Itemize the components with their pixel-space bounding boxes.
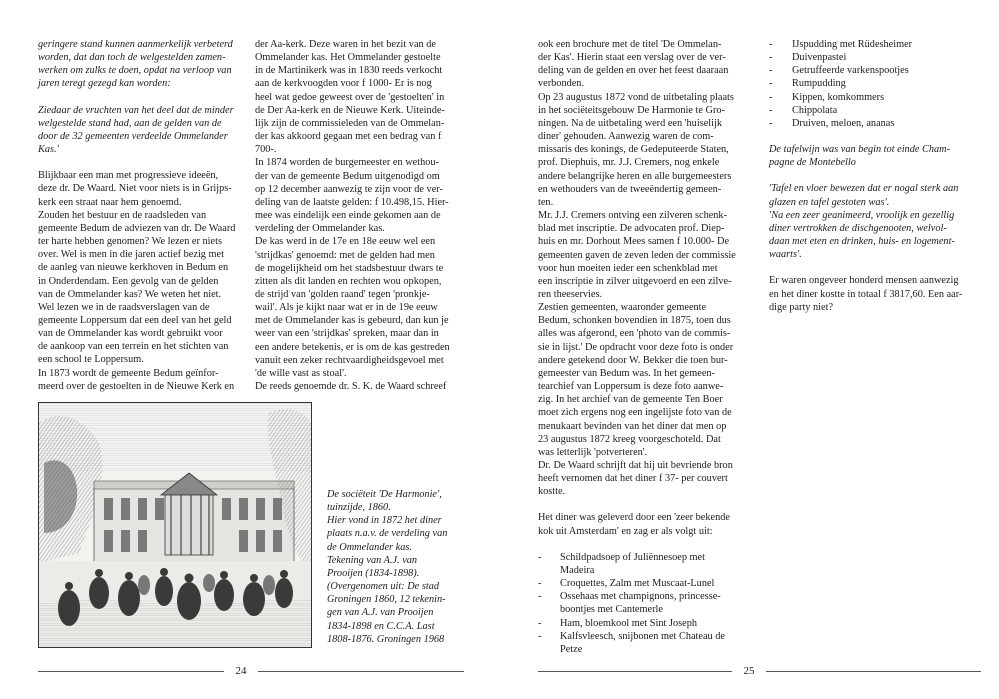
footer-rule	[38, 671, 224, 672]
text-line: plaats n.a.v. de verdeling van	[327, 528, 448, 540]
text-line: werken om zulks te doen, opdat na verloop van	[38, 65, 232, 77]
menu-item	[769, 51, 981, 64]
text-line: 'Na een zeer geanimeerd, vroolijk en gezellig	[769, 209, 955, 221]
text-line: daan met eten en drinken, huis- en logement-	[769, 236, 955, 248]
text-line: Tekening van A.J. van	[327, 554, 418, 566]
list-dash: -	[769, 65, 773, 77]
menu-item-label: Kippen, komkommers	[792, 91, 885, 103]
right-page	[499, 0, 999, 699]
text-line: de mogelijkheid om het stadsbestuur dwars te	[255, 262, 444, 274]
text-line: gemeente Bedum de adviezen van dr. De Waard	[38, 222, 236, 234]
harmonie-illustration	[38, 402, 312, 648]
text-line: gen van A.J. van Prooijen	[327, 607, 434, 619]
text-line: was letterlijk 'potverteren'.	[538, 446, 648, 458]
text-line: zig. In het archief van de gemeente Ten Boer	[538, 394, 723, 406]
text-line: de aanleg van nieuwe kerkhoven in Bedum en	[38, 262, 229, 274]
body-text	[255, 38, 462, 393]
text-line: de aankoop van een terrein en het stichten van	[38, 341, 229, 353]
text-line: gemeenten gaven de zeven leden der commissie	[538, 249, 736, 261]
text-line: Ziedaar de vruchten van het deel dat de minder	[38, 104, 234, 116]
menu-item-label: Chippolata	[792, 104, 838, 116]
text-line: van de Ommelander kas? We weten het niet.	[38, 288, 222, 300]
text-line: gemeester van Bedum was. In het gemeen-	[538, 367, 715, 379]
text-line: Zestien gemeenten, waaronder gemeente	[538, 302, 707, 314]
footer-rule	[538, 671, 732, 672]
text-line: 700-.	[255, 144, 277, 156]
text-line: heel wat gedoe geweest over de 'gestoelten' in	[255, 91, 445, 103]
text-line: pagne de Montebello	[769, 157, 856, 169]
menu-item	[769, 91, 981, 104]
text-line: menukaart bevinden van het diner dat men op	[538, 420, 727, 432]
text-line: blad met inscriptie. De advocaten prof. Diep-	[538, 223, 725, 235]
text-line: meerd over de gestoelten in de Nieuwe Kerk en	[38, 380, 235, 392]
text-line: 'Tafel en vloer bewezen dat er nogal sterk aan	[769, 183, 959, 195]
list-dash: -	[769, 91, 773, 103]
text-line: van de Ommelander kas wordt gebruikt voor	[38, 328, 223, 340]
text-line: der Kas'. Hierin staat een verslag over de ver-	[538, 52, 726, 64]
menu-item-line: Petze	[560, 643, 583, 655]
right-column-1	[538, 38, 745, 656]
menu-item-label: IJspudding met Rüdesheimer	[792, 39, 913, 50]
text-line: 1834-1898 en C.C.A. Last	[327, 620, 435, 632]
text-line: en wethouders van de tweeëndertig gemeen-	[538, 183, 722, 195]
text-line: dige party niet?	[769, 301, 834, 313]
text-line: glazen en tafel gestoten was'.	[769, 196, 890, 208]
text-line: sie in lijst.' De opdracht voor deze foto is onder	[538, 341, 734, 353]
text-line: 23 augustus 1872 kreeg voorgeschoteld. Dat	[538, 433, 721, 445]
text-line: Het diner was geleverd door een 'zeer bekende	[538, 512, 730, 524]
menu-list-continued	[769, 38, 981, 130]
text-line: heeft vernomen dat het diner f 37- per couvert	[538, 473, 728, 485]
text-line: Bedum, schonken bovendien in 1875, toen dus	[538, 315, 731, 327]
text-line: Groningen 1860, 12 tekenin-	[327, 594, 446, 606]
left-column-2	[255, 38, 462, 393]
menu-item-line: Croquettes, Zalm met Muscaat-Lunel	[560, 578, 715, 590]
list-dash: -	[538, 578, 542, 590]
menu-item	[769, 38, 981, 51]
text-line: een andere betekenis, er is om de kas gestreden	[255, 341, 450, 353]
menu-item-label: Druiven, meloen, ananas	[792, 117, 895, 129]
text-line: kerk een straat naar hem genoemd.	[38, 196, 182, 208]
text-line: diner vertrokken de dischgenooten, welvol-	[769, 222, 947, 234]
menu-item	[538, 590, 745, 616]
page-number: 24	[235, 665, 247, 677]
list-dash: -	[769, 39, 773, 50]
right-column-2	[769, 38, 981, 314]
text-line: Ommelander kas. Het Ommelander gestoelte	[255, 52, 441, 64]
text-line: Wel lezen we in de raadsverslagen van de	[38, 301, 210, 313]
text-line: Er waren ongeveer honderd mensen aanwezig	[769, 275, 959, 287]
body-text	[538, 38, 745, 498]
text-line: De tafelwijn was van begin tot einde Cham-	[769, 144, 951, 156]
page-footer	[0, 665, 499, 677]
text-line: een school te Loppersum.	[38, 354, 144, 366]
wine-note	[769, 143, 981, 169]
menu-item-line: Ham, bloemkool met Sint Joseph	[560, 617, 697, 629]
text-line: verbonden.	[538, 78, 585, 90]
text-line: alles was afgerond, een 'photo van de commis-	[538, 328, 731, 340]
list-dash: -	[769, 104, 773, 116]
quote-excerpt-1	[38, 38, 245, 91]
menu-item-line: Schildpadsoep of Juliënnesoep met	[560, 551, 705, 563]
quote-excerpt-2	[38, 104, 245, 157]
menu-item-line: Madeira	[560, 564, 595, 576]
list-dash: -	[538, 551, 542, 563]
menu-item	[769, 117, 981, 130]
menu-item-line: boontjes met Cantemerle	[560, 604, 663, 616]
text-line: der van de gemeente Bedum uitgenodigd om	[255, 170, 440, 182]
menu-intro	[538, 511, 745, 537]
list-dash: -	[538, 591, 542, 603]
text-line: door de 32 gemeenten verdeelde Ommelander	[38, 130, 228, 142]
text-line: De sociëteit 'De Harmonie',	[327, 489, 442, 500]
menu-item-line: Kalfsvleesch, snijbonen met Chateau de	[560, 630, 725, 642]
text-line: Zouden het bestuur en de raadsleden van	[38, 209, 207, 221]
text-line: 'de wille vast as stoal'.	[255, 367, 347, 379]
text-line: lijk zijn de commissieleden van de Ommelan-	[255, 117, 445, 129]
text-line: Hier vond in 1872 het diner	[327, 515, 442, 527]
text-line: deze dr. De Waard. Niet voor niets is in Grijps-	[38, 183, 232, 195]
text-line: verdeling der Ommelander kas.	[255, 223, 385, 235]
list-dash: -	[769, 78, 773, 90]
text-line: ook een brochure met de titel 'De Ommelan-	[538, 39, 722, 50]
text-line: ningen. Na de uitbetaling werd een 'huiselijk	[538, 117, 723, 129]
text-line: voor hun moeiten ieder een schenkblad met	[538, 262, 718, 274]
text-line: en het diner kostte in totaal f 3817,60. Een aar-	[769, 288, 963, 300]
text-line: zitten als dit landen en rechten wou opkopen,	[255, 275, 442, 287]
text-line: ter harte hebben genomen? We lezen er niets	[38, 236, 222, 248]
text-line: Blijkbaar een man met progressieve ideeën,	[38, 170, 219, 182]
menu-list	[538, 551, 745, 656]
engraving-image	[39, 403, 312, 648]
text-line: over. Wel is men in die jaren actief bezig met	[38, 249, 224, 261]
left-page	[0, 0, 499, 699]
list-dash: -	[769, 52, 773, 64]
text-line: moet zich ergens nog een ingelijste foto van de	[538, 407, 732, 419]
text-line: ren theeservies.	[538, 288, 603, 300]
text-line: De reeds genoemde dr. S. K. de Waard schreef	[255, 381, 447, 393]
text-line: geringere stand kunnen aanmerkelijk verbeterd	[38, 39, 233, 50]
text-line: de Der Aa-kerk en de Nieuwe Kerk. Uiteinde-	[255, 104, 445, 116]
text-line: waarts'.	[769, 249, 802, 261]
text-line: met de Ommelander kas is gebeurd, dan kun je	[255, 315, 449, 327]
menu-item	[538, 577, 745, 590]
text-line: Dr. De Waard schrijft dat hij uit bevriende bron	[538, 460, 733, 471]
body-text	[769, 274, 981, 313]
text-line: In 1874 worden de burgemeester en wethou-	[255, 157, 439, 169]
text-line: in de Martinikerk was in 1830 reeds verkocht	[255, 65, 443, 77]
text-line: ten.	[538, 196, 554, 208]
text-line: andere belangrijke heren en alle burgemeesters	[538, 170, 732, 182]
footer-rule	[766, 671, 981, 672]
text-line: 'strijdkas' genoemd: met de gelden had men	[255, 249, 435, 261]
menu-item-label: Rumpudding	[792, 78, 846, 90]
page-footer	[499, 665, 999, 677]
text-line: diner' gehouden. Aanwezig waren de com-	[538, 131, 714, 143]
text-line: (Overgenomen uit: De stad	[327, 581, 439, 593]
text-line: andere getekend door W. Bekker die toen bur-	[538, 354, 728, 366]
text-line: gemeente Loppersum dat een deel van het geld	[38, 314, 232, 326]
text-line: der kas akkoord gegaan met een bedrag van f	[255, 131, 442, 143]
text-line: Prooijen (1834-1898).	[327, 567, 420, 579]
text-line: 1808-1876. Groningen 1968	[327, 633, 445, 645]
text-line: tearchief van Loppersum is deze foto aanwe-	[538, 381, 724, 393]
text-line: vanuit een zeker rechtvaardigheidsgevoel met	[255, 354, 444, 366]
text-line: deling van de gelden en over het feest daaraan	[538, 65, 729, 77]
text-line: in het sociëteitsgebouw De Harmonie te Gro-	[538, 104, 726, 116]
illustration-caption	[327, 488, 461, 646]
text-line: prof. Diephuis, mr. J.J. Cremers, nog enkele	[538, 157, 720, 169]
text-line: een inscriptie in zilver uitgevoerd en een zilve-	[538, 275, 732, 287]
footer-rule	[258, 671, 464, 672]
menu-item	[538, 617, 745, 630]
menu-item	[538, 630, 745, 656]
text-line: tuinzijde, 1860.	[327, 502, 391, 514]
text-line: aan de kerkvoogden voor f 1000- Er is nog	[255, 78, 432, 90]
left-column-1	[38, 38, 245, 393]
text-line: weer van een 'strijdkas' spreken, maar dan in	[255, 328, 439, 340]
dinner-quote	[769, 182, 981, 261]
text-line: De kas werd in de 17e en 18e eeuw wel een	[255, 236, 436, 248]
list-dash: -	[538, 630, 542, 642]
text-line: mee was eindelijk een einde gekomen aan de	[255, 210, 441, 222]
text-line: op 12 december aanwezig te zijn voor de ver-	[255, 183, 443, 195]
text-line: de Ommelander kas.	[327, 541, 412, 553]
menu-item-label: Duivenpastei	[792, 52, 847, 64]
text-line: in Onderdendam. Een gevolg van de gelden	[38, 275, 219, 287]
text-line: Op 23 augustus 1872 vond de uitbetaling plaats	[538, 91, 734, 103]
list-dash: -	[538, 617, 542, 629]
text-line: jaren teregt gezegd kan worden:	[38, 78, 171, 90]
text-line: Mr. J.J. Cremers ontving een zilveren schenk-	[538, 210, 728, 222]
menu-item	[769, 64, 981, 77]
text-line: missaris des konings, de Gedeputeerde Staten,	[538, 144, 729, 156]
menu-item-line: Ossehaas met champignons, princesse-	[560, 591, 721, 603]
text-line: der Aa-kerk. Deze waren in het bezit van de	[255, 39, 436, 50]
text-line: kok uit Amsterdam' en zag er als volgt uit:	[538, 525, 713, 537]
text-line: kostte.	[538, 486, 566, 498]
menu-item	[769, 104, 981, 117]
page-number: 25	[743, 665, 755, 677]
text-line: worden, dat dan toch de welgestelden zamen-	[38, 52, 226, 64]
menu-item-label: Getruffeerde varkenspootjes	[792, 65, 909, 77]
text-line: welgestelde stand had, aan de gelden van de	[38, 117, 222, 129]
text-line: In 1873 wordt de gemeente Bedum geïnfor-	[38, 367, 219, 379]
menu-item	[769, 77, 981, 90]
text-line: Kas.'	[38, 144, 59, 156]
text-line: huis en mr. Dorhout Mees samen f 10.000- De	[538, 236, 730, 248]
text-line: wail'. Als je kijkt naar wat er in de 19e eeuw	[255, 302, 438, 314]
menu-item	[538, 551, 745, 577]
body-text	[38, 169, 245, 393]
list-dash: -	[769, 117, 773, 129]
text-line: de strijd van 'golden raand' tegen 'pronkje-	[255, 288, 430, 300]
text-line: deling van de laatste gelden: f 10.498,15. Hier-	[255, 196, 449, 208]
